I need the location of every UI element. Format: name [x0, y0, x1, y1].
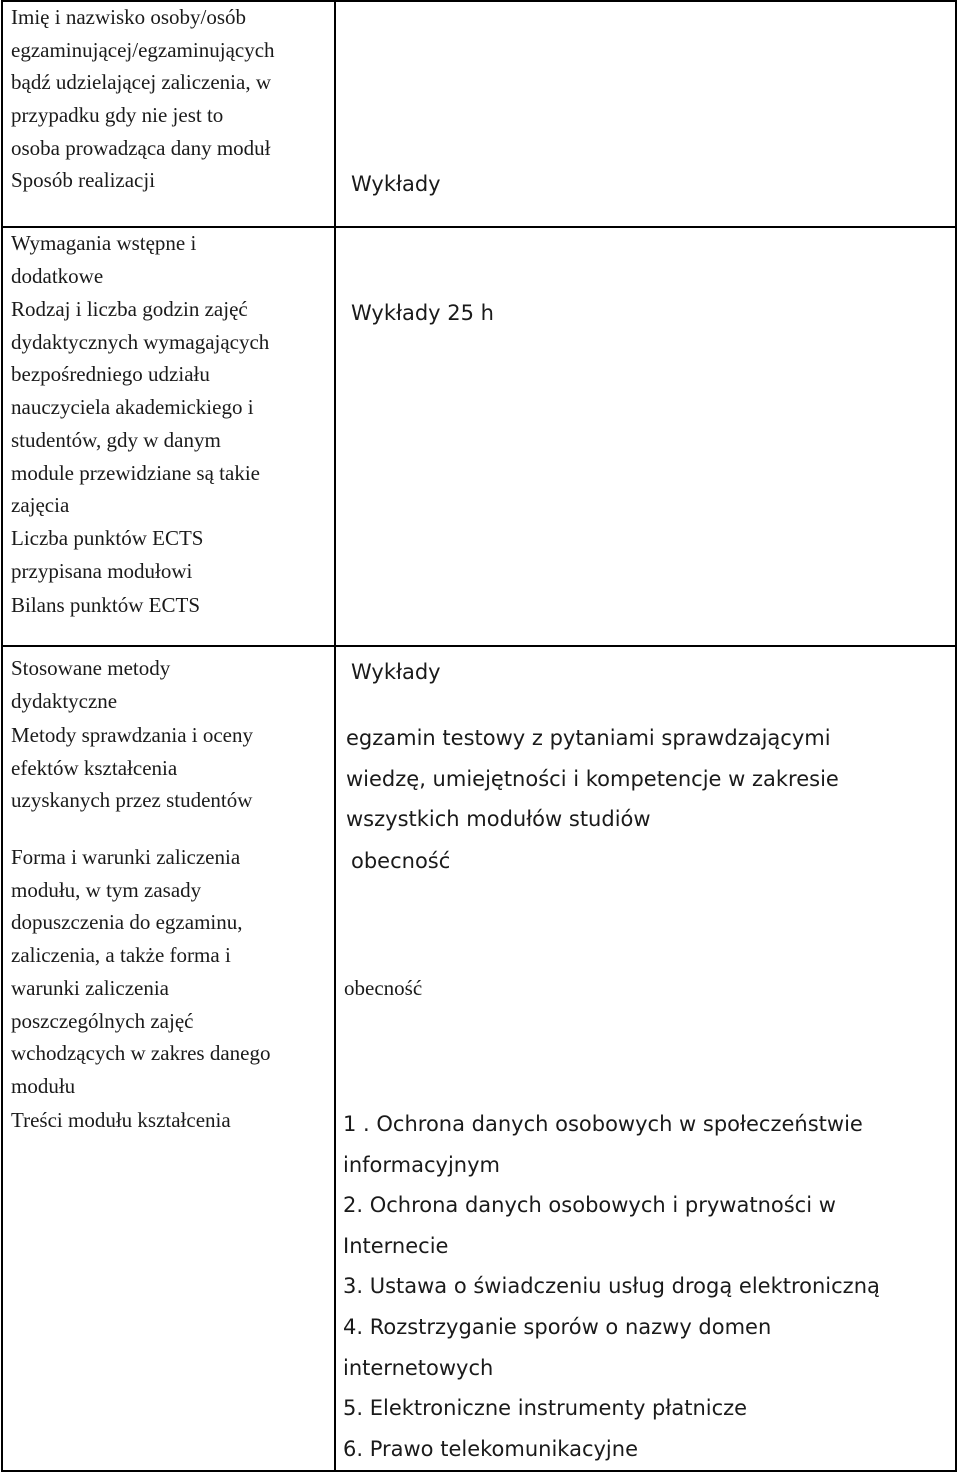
list-item: 1 . Ochrona danych osobowych w społeczeństwie informacyjnym	[343, 1112, 863, 1177]
content-label: Treści modułu kształcenia	[11, 1108, 231, 1132]
list-item: 3. Ustawa o świadczeniu usług drogą elektroniczną	[343, 1274, 880, 1299]
requirements-label: Wymagania wstępne i dodatkowe	[11, 231, 197, 288]
didactic-methods-label: Stosowane metody dydaktyczne	[11, 656, 171, 713]
column-divider	[334, 2, 336, 1470]
assessment-label: Metody sprawdzania i oceny efektów kształcenia uzyskanych przez studentów	[11, 723, 254, 813]
ects-label: Liczba punktów ECTS przypisana modułowi	[11, 526, 204, 583]
row-divider	[3, 645, 955, 647]
list-item: 2. Ochrona danych osobowych i prywatności w Internecie	[343, 1193, 836, 1258]
assessment-value: egzamin testowy z pytaniami sprawdzającymi wiedzę, umiejętności i kompetencje w zakresie wszystkich modułów studiów	[346, 726, 839, 831]
credit-form-value-secondary: obecność	[344, 976, 423, 1000]
module-content-list	[343, 1104, 943, 1469]
credit-form-value: obecność	[351, 849, 451, 873]
list-item: 6. Prawo telekomunikacyjne	[343, 1436, 638, 1461]
didactic-methods-value: Wykłady	[351, 660, 441, 684]
list-item: 5. Elektroniczne instrumenty płatnicze	[343, 1396, 748, 1421]
hours-value: Wykłady 25 h	[351, 301, 494, 325]
method-label: Sposób realizacji	[11, 168, 156, 192]
hours-label: Rodzaj i liczba godzin zajęć dydaktycznych wymagających bezpośredniego udziału nauczyciela akademickiego i studentów, gdy w danym module przewidziane są takie zajęcia	[11, 297, 270, 518]
credit-form-label: Forma i warunki zaliczenia modułu, w tym zasady dopuszczenia do egzaminu, zaliczenia, a także forma i warunki zaliczenia poszczególnych zajęć wchodzących w zakres danego modułu	[11, 845, 271, 1098]
list-item: 4. Rozstrzyganie sporów o nazwy domen internetowych	[343, 1314, 772, 1380]
ects-balance-label: Bilans punktów ECTS	[11, 593, 201, 617]
method-value: Wykłady	[351, 172, 441, 196]
examiner-label: Imię i nazwisko osoby/osób egzaminującej/egzaminujących bądź udzielającej zaliczenia, w przypadku gdy nie jest to osoba prowadząca dany moduł	[11, 5, 275, 160]
